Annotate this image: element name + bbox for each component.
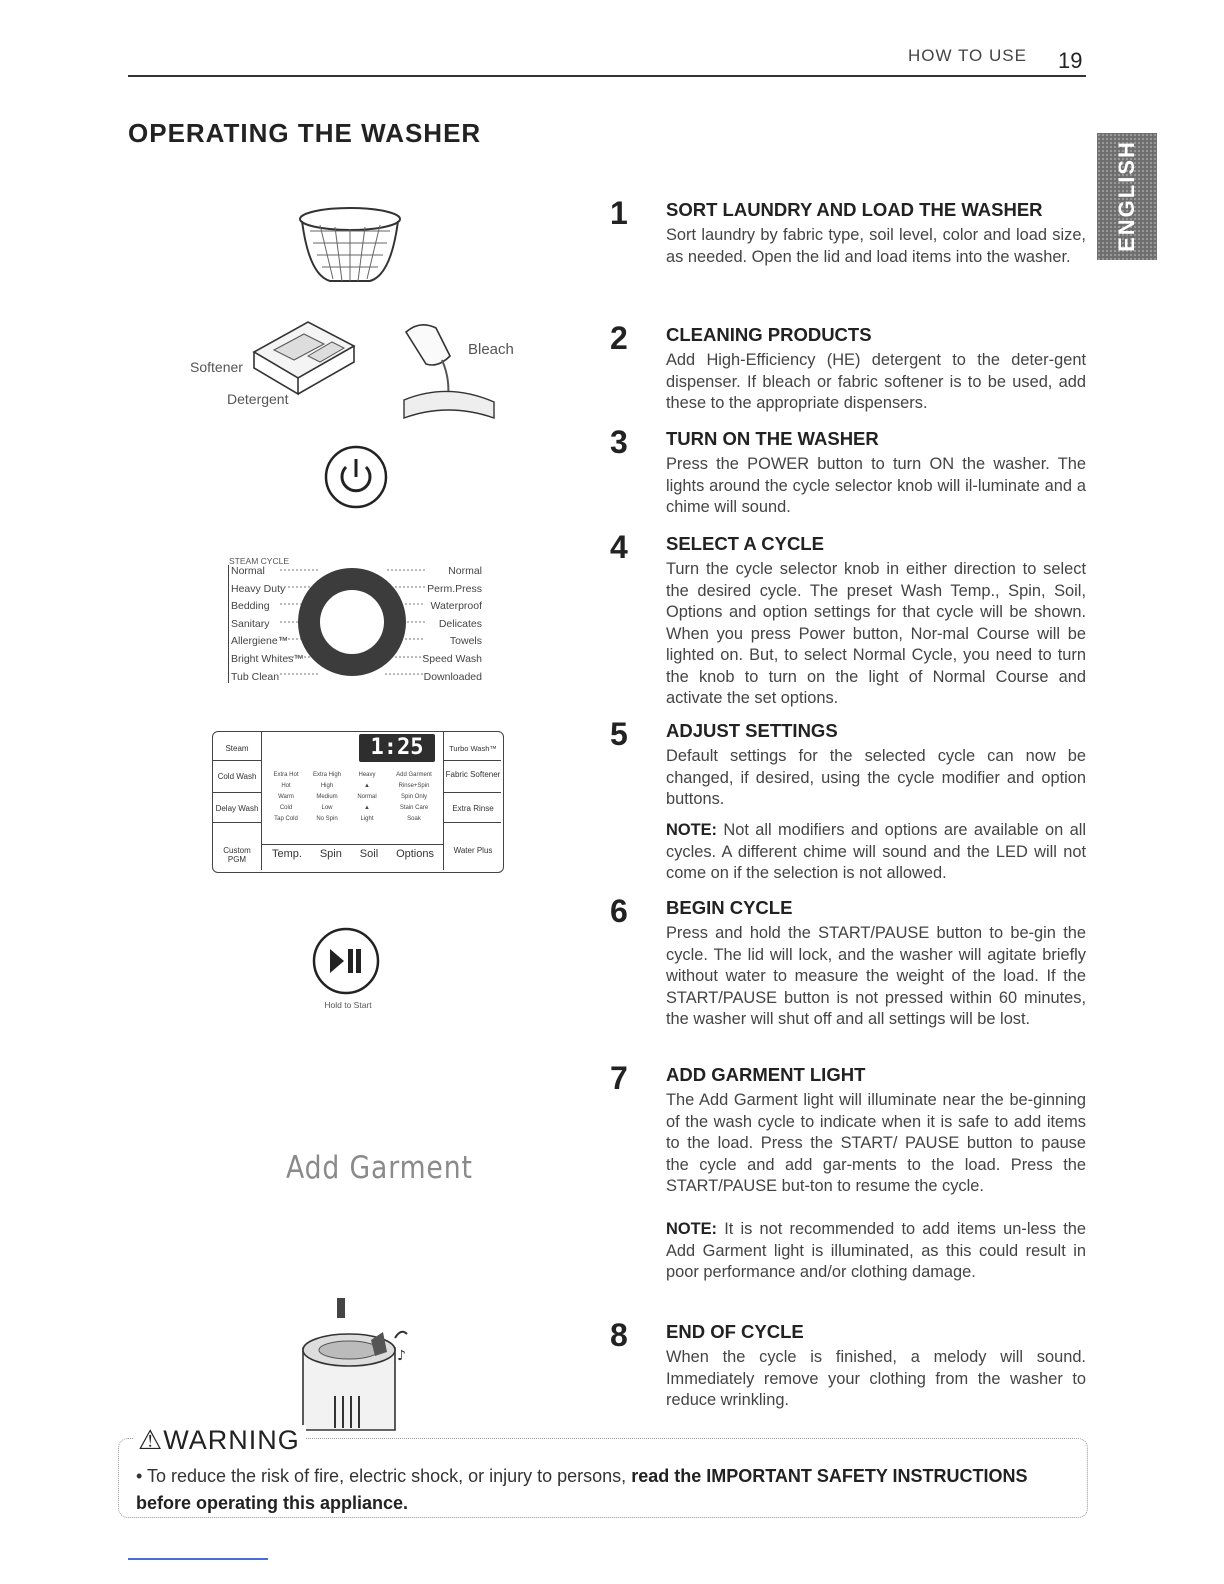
- fabric-softener-button[interactable]: Fabric Softener: [445, 770, 501, 779]
- step-number: 7: [610, 1060, 628, 1096]
- step-number: 4: [610, 529, 628, 565]
- panel-modifier-buttons: [263, 848, 443, 860]
- cycle-label: Heavy Duty: [231, 582, 286, 595]
- cycle-label: Tub Clean: [231, 670, 280, 683]
- note-text: Not all modifiers and options are available on all cycles. A different chime will sound and the LED will not come on if the selection is not allowed.: [666, 821, 1086, 882]
- turbo-wash-button[interactable]: Turbo Wash™: [449, 744, 497, 753]
- warning-heading: [134, 1425, 306, 1456]
- steam-button[interactable]: Steam: [225, 744, 249, 753]
- step-body: Default settings for the selected cycle can now be changed, if desired, using the cycle modifier and option buttons.: [666, 747, 1086, 808]
- options-button[interactable]: Options: [396, 848, 434, 860]
- step-title: END OF CYCLE: [666, 1321, 804, 1342]
- step-number: 5: [610, 716, 628, 752]
- cycle-label: Towels: [449, 635, 482, 648]
- cycle-label: Bright Whites™: [231, 652, 304, 665]
- step-number: 1: [610, 195, 628, 231]
- custom-pgm-button[interactable]: Custom PGM: [223, 846, 251, 864]
- warning-text-bold: read the IMPORTANT SAFETY INSTRUCTIONS before operating this appliance.: [136, 1466, 1028, 1513]
- cycle-label: Normal: [231, 565, 265, 577]
- bullet-icon: •: [136, 1466, 147, 1486]
- cycle-label: Allergiene™: [231, 635, 289, 648]
- step-number: 8: [610, 1317, 628, 1353]
- svg-text:♪: ♪: [397, 1348, 406, 1364]
- note-label: NOTE:: [666, 1220, 717, 1238]
- washer-add-garment-icon: [285, 1288, 420, 1436]
- laundry-basket-icon: [295, 205, 405, 287]
- cycle-label: Normal: [448, 565, 482, 577]
- warning-text-normal: To reduce the risk of fire, electric shock, or injury to persons,: [146, 1466, 632, 1486]
- water-plus-button[interactable]: Water Plus: [453, 846, 493, 855]
- delay-wash-button[interactable]: Delay Wash: [215, 804, 259, 813]
- cycle-label: Delicates: [438, 617, 482, 630]
- temp-options: Extra Hot Hot Warm Cold Tap Cold: [273, 772, 299, 822]
- soil-button[interactable]: Soil: [359, 848, 379, 860]
- step-title: ADD GARMENT LIGHT: [666, 1064, 866, 1085]
- option-list: Add Garment Rinse+Spin Spin Only Stain Care Soak: [396, 772, 432, 822]
- temp-button[interactable]: Temp.: [271, 848, 302, 860]
- language-tab-label: ENGLISH: [1114, 140, 1139, 252]
- step-title: CLEANING PRODUCTS: [666, 324, 872, 345]
- spin-options: Extra High High Medium Low No Spin: [312, 772, 341, 822]
- add-garment-indicator: Add Garment: [286, 1150, 473, 1186]
- cycle-label: Waterproof: [430, 600, 482, 613]
- cycle-list-right: [422, 563, 482, 686]
- soil-options: Heavy ▲ Normal ▲ Light: [357, 772, 377, 822]
- cycle-label: Speed Wash: [422, 652, 482, 665]
- step-number: 2: [610, 320, 628, 356]
- page-title: OPERATING THE WASHER: [128, 118, 482, 148]
- bottom-link-line: [128, 1558, 268, 1560]
- step-body: Press the POWER button to turn ON the washer. The lights around the cycle selector knob will il-luminate and a chime will sound.: [666, 455, 1086, 516]
- step-body: The Add Garment light will illuminate near the be-ginning of the wash cycle to indicate when it is safe to add items to the load. Press the START/ PAUSE button to pause the cycle and add gar-ments to the load. Press the START/PAUSE but-ton to resume the cycle.: [666, 1091, 1086, 1195]
- step-body: Turn the cycle selector knob in either direction to select the desired cycle. The preset Wash Temp., Spin, Soil, Options and option settings for that cycle will be shown. When you press Power button, Nor-mal Course will be lighted on. But, to select Normal Cycle, you need to turn the knob to turn on the light of Normal Course and activate the set options.: [666, 560, 1086, 707]
- cycle-selector-knob: [280, 556, 425, 686]
- hold-to-start-label: Hold to Start: [324, 1000, 372, 1010]
- step-title: BEGIN CYCLE: [666, 897, 793, 918]
- step-body: When the cycle is finished, a melody will sound. Immediately remove your clothing from the washer to reduce wrinkling.: [666, 1348, 1086, 1409]
- start-pause-button-icon: [310, 925, 382, 997]
- cycle-label: Sanitary: [231, 617, 270, 630]
- time-display: 1:25: [359, 734, 435, 762]
- steam-cycle-label: STEAM CYCLE: [229, 556, 289, 566]
- step-number: 3: [610, 424, 628, 460]
- dial-left-bracket: [228, 565, 229, 683]
- extra-rinse-button[interactable]: Extra Rinse: [452, 804, 494, 813]
- bleach-pouring-icon: [398, 318, 498, 426]
- warning-heading-text: WARNING: [163, 1425, 300, 1455]
- step-title: ADJUST SETTINGS: [666, 720, 838, 741]
- power-button-icon: [322, 443, 390, 511]
- step-body: Press and hold the START/PAUSE button to be-gin the cycle. The lid will lock, and the washer will agitate briefly without water to measure the weight of the load. If the START/PAUSE button is not pressed within 60 minutes, the washer will shut off and all settings will be lost.: [666, 924, 1086, 1028]
- step-body: Add High-Efficiency (HE) detergent to the deter-gent dispenser. If bleach or fabric softener is to be used, add these to the appropriate dispensers.: [666, 351, 1086, 412]
- step-body: Sort laundry by fabric type, soil level, color and load size, as needed. Open the lid and load items into the washer.: [666, 226, 1086, 266]
- language-tab: [1097, 133, 1157, 260]
- cold-wash-button[interactable]: Cold Wash: [217, 772, 257, 781]
- step-title: SORT LAUNDRY AND LOAD THE WASHER: [666, 199, 1043, 220]
- step-note: [666, 820, 1086, 885]
- page-number: 19: [1058, 48, 1083, 73]
- warning-triangle-icon: ⚠: [138, 1425, 164, 1455]
- note-text: It is not recommended to add items un-less the Add Garment light is illuminated, as this could result in poor performance and/or clothing damage.: [666, 1220, 1086, 1281]
- step-title: SELECT A CYCLE: [666, 533, 824, 554]
- note-label: NOTE:: [666, 821, 717, 839]
- cycle-label: Bedding: [231, 600, 270, 613]
- step-number: 6: [610, 893, 628, 929]
- bleach-label: Bleach: [468, 341, 514, 358]
- detergent-label: Detergent: [227, 391, 289, 407]
- cycle-label: Perm.Press: [427, 582, 482, 595]
- warning-text: [136, 1463, 1076, 1517]
- cycle-label: Downloaded: [423, 670, 482, 683]
- step-note: [666, 1219, 1086, 1284]
- step-title: TURN ON THE WASHER: [666, 428, 879, 449]
- softener-label: Softener: [190, 359, 243, 375]
- control-panel: [212, 731, 504, 873]
- header-rule: [128, 75, 1086, 77]
- spin-button[interactable]: Spin: [319, 848, 342, 860]
- header-section-label: HOW TO USE: [908, 46, 1027, 65]
